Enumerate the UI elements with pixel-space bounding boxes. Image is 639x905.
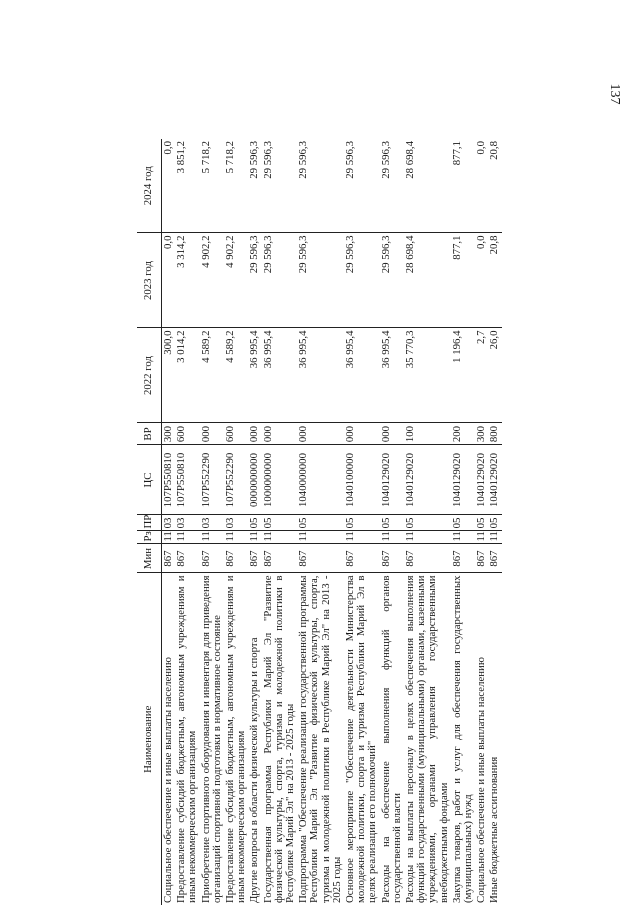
row-rz-cell: 11 <box>488 531 501 544</box>
row-cs-cell: 1040129020 <box>380 445 404 515</box>
row-name-cell: Закупка товаров, работ и услуг для обеспечения государственных (муниципальных) нужд <box>450 575 475 903</box>
table-header-row <box>137 139 162 905</box>
row-vr-cell: 300 <box>475 423 488 445</box>
row-2023-cell: 20,8 <box>488 233 501 328</box>
row-2023-cell: 0,0 <box>475 233 488 328</box>
row-cs-cell: 1040100000 <box>344 445 380 515</box>
row-2022-cell: 26,0 <box>488 328 501 423</box>
row-rz-cell: 11 <box>248 531 261 544</box>
row-2022-cell: 36 995,4 <box>262 328 298 423</box>
row-name-cell: Расходы на выплаты персоналу в целях обеспечения выполнения функций государственными (муниципальными) органами, казенными учреждениями, органами управления государственными внебюджетными фондами <box>404 575 450 903</box>
row-cs-cell: 1040000000 <box>297 445 344 515</box>
row-2024-cell: 20,8 <box>488 139 501 233</box>
row-vr-cell: 000 <box>380 423 404 445</box>
row-rz-cell: 11 <box>380 531 404 544</box>
row-2024-cell: 5 718,2 <box>224 139 248 233</box>
row-cs-cell: 1040129020 <box>475 445 488 515</box>
row-2023-cell: 4 902,2 <box>200 233 224 328</box>
row-pr-cell: 05 <box>380 515 404 531</box>
row-min-cell: 867 <box>380 544 404 573</box>
table-row <box>344 139 380 905</box>
row-rz-cell: 11 <box>297 531 344 544</box>
row-vr-cell: 800 <box>488 423 501 445</box>
row-2022-cell: 36 995,4 <box>297 328 344 423</box>
row-min-cell: 867 <box>262 544 298 573</box>
table-row <box>248 139 261 905</box>
row-2024-cell: 28 698,4 <box>404 139 451 233</box>
row-2024-cell: 877,1 <box>451 139 475 233</box>
table-body <box>162 139 502 905</box>
row-rz-cell: 11 <box>344 531 380 544</box>
table-row <box>175 139 199 905</box>
header-rz: Рз <box>137 531 162 544</box>
budget-table <box>137 139 502 905</box>
table-row <box>162 139 176 905</box>
row-cs-cell: 107P550810 <box>162 445 176 515</box>
row-cs-cell: 107P550810 <box>175 445 199 515</box>
row-2022-cell: 36 995,4 <box>344 328 380 423</box>
row-2022-cell: 4 589,2 <box>224 328 248 423</box>
row-rz-cell: 11 <box>262 531 298 544</box>
row-2024-cell: 29 596,3 <box>344 139 380 233</box>
budget-table-sheet <box>137 139 579 905</box>
table-row <box>224 139 248 905</box>
row-cs-cell: 1040129020 <box>404 445 451 515</box>
row-vr-cell: 600 <box>224 423 248 445</box>
table-row <box>380 139 404 905</box>
row-name-cell: Иные бюджетные ассигнования <box>488 756 501 903</box>
row-2023-cell: 0,0 <box>162 233 176 328</box>
row-2023-cell: 877,1 <box>451 233 475 328</box>
row-pr-cell: 05 <box>297 515 344 531</box>
row-pr-cell: 03 <box>175 515 199 531</box>
header-name: Наименование <box>137 573 162 905</box>
row-2024-cell: 29 596,3 <box>297 139 344 233</box>
row-2023-cell: 29 596,3 <box>262 233 298 328</box>
header-vr: ВР <box>137 423 162 445</box>
row-min-cell: 867 <box>162 544 176 573</box>
row-vr-cell: 100 <box>404 423 451 445</box>
row-vr-cell: 000 <box>344 423 380 445</box>
row-2024-cell: 29 596,3 <box>248 139 261 233</box>
table-row <box>200 139 224 905</box>
row-vr-cell: 000 <box>297 423 344 445</box>
row-2024-cell: 0,0 <box>162 139 176 233</box>
row-2022-cell: 300,0 <box>162 328 176 423</box>
row-2022-cell: 2,7 <box>475 328 488 423</box>
row-vr-cell: 200 <box>451 423 475 445</box>
page-number: 137 <box>607 83 622 105</box>
row-rz-cell: 11 <box>200 531 224 544</box>
row-pr-cell: 05 <box>248 515 261 531</box>
row-name-cell: Приобретение спортивного оборудования и инвентаря для приведения организаций спортивной подготовки в нормативное состояние <box>199 575 223 903</box>
header-pr: ПР <box>137 515 162 531</box>
row-pr-cell: 05 <box>404 515 451 531</box>
row-cs-cell: 1000000000 <box>262 445 298 515</box>
row-min-cell: 867 <box>248 544 261 573</box>
row-pr-cell: 05 <box>451 515 475 531</box>
row-2022-cell: 4 589,2 <box>200 328 224 423</box>
row-cs-cell: 107P552290 <box>224 445 248 515</box>
row-2022-cell: 35 770,3 <box>404 328 451 423</box>
row-pr-cell: 03 <box>162 515 176 531</box>
row-min-cell: 867 <box>344 544 380 573</box>
row-pr-cell: 05 <box>262 515 298 531</box>
row-rz-cell: 11 <box>175 531 199 544</box>
row-2023-cell: 29 596,3 <box>380 233 404 328</box>
row-vr-cell: 000 <box>200 423 224 445</box>
row-vr-cell: 600 <box>175 423 199 445</box>
table-row <box>262 139 298 905</box>
header-2022: 2022 год <box>137 328 162 423</box>
row-2022-cell: 1 196,4 <box>451 328 475 423</box>
table-row <box>475 139 488 905</box>
header-min: Мин <box>137 544 162 573</box>
table-row <box>488 139 501 905</box>
row-name-cell: Подпрограмма "Обеспечение реализации государственной программы Республики Марий Эл "Развитие физической культуры, спорта, туризма и молодежной политики в Республике Марий Эл" на 2013 - 2025 годы <box>297 575 343 903</box>
row-2024-cell: 29 596,3 <box>380 139 404 233</box>
row-2024-cell: 29 596,3 <box>262 139 298 233</box>
row-min-cell: 867 <box>475 544 488 573</box>
row-pr-cell: 05 <box>488 515 501 531</box>
row-2023-cell: 29 596,3 <box>297 233 344 328</box>
header-2023: 2023 год <box>137 233 162 328</box>
row-2023-cell: 29 596,3 <box>344 233 380 328</box>
row-min-cell: 867 <box>200 544 224 573</box>
row-name-cell: Государственная программа Республики Марий Эл "Развитие физической культуры, спорта, туризма и молодежной политики в Республике Марий Эл" на 2013 - 2025 годы <box>261 575 297 903</box>
row-name-cell: Предоставление субсидий бюджетным, автономным учреждениям и иным некоммерческим организациям <box>175 575 199 903</box>
row-2024-cell: 3 851,2 <box>175 139 199 233</box>
row-name-cell: Предоставление субсидий бюджетным, автономным учреждениям и иным некоммерческим организациям <box>224 575 248 903</box>
row-min-cell: 867 <box>297 544 344 573</box>
row-cs-cell: 0000000000 <box>248 445 261 515</box>
row-2024-cell: 5 718,2 <box>200 139 224 233</box>
row-pr-cell: 03 <box>200 515 224 531</box>
row-name-cell: Социальное обеспечение и иные выплаты населению <box>162 657 174 903</box>
row-min-cell: 867 <box>451 544 475 573</box>
row-vr-cell: 000 <box>262 423 298 445</box>
row-min-cell: 867 <box>404 544 451 573</box>
row-cs-cell: 107P552290 <box>200 445 224 515</box>
row-rz-cell: 11 <box>475 531 488 544</box>
table-row <box>297 139 344 905</box>
row-pr-cell: 05 <box>344 515 380 531</box>
row-name-cell: Расходы на обеспечение выполнения функций органов государственной власти <box>379 575 403 903</box>
row-2024-cell: 0,0 <box>475 139 488 233</box>
row-name-cell: Основное мероприятие "Обеспечение деятельности Министерства молодежной политики, спорта и туризма Республики Марий Эл в целях реализации его полномочий" <box>344 575 379 903</box>
row-name-cell: Другие вопросы в области физической культуры и спорта <box>248 637 261 903</box>
row-2022-cell: 3 014,2 <box>175 328 199 423</box>
row-2022-cell: 36 995,4 <box>380 328 404 423</box>
header-cs: ЦС <box>137 445 162 515</box>
row-vr-cell: 000 <box>248 423 261 445</box>
row-rz-cell: 11 <box>451 531 475 544</box>
row-cs-cell: 1040129020 <box>488 445 501 515</box>
row-rz-cell: 11 <box>162 531 176 544</box>
row-2023-cell: 28 698,4 <box>404 233 451 328</box>
row-2022-cell: 36 995,4 <box>248 328 261 423</box>
row-2023-cell: 4 902,2 <box>224 233 248 328</box>
row-name-cell: Социальное обеспечение и иные выплаты населению <box>475 657 488 903</box>
row-rz-cell: 11 <box>404 531 451 544</box>
row-min-cell: 867 <box>488 544 501 573</box>
row-2023-cell: 3 314,2 <box>175 233 199 328</box>
row-pr-cell: 05 <box>475 515 488 531</box>
table-row <box>451 139 475 905</box>
row-min-cell: 867 <box>224 544 248 573</box>
row-cs-cell: 1040129020 <box>451 445 475 515</box>
row-pr-cell: 03 <box>224 515 248 531</box>
row-vr-cell: 300 <box>162 423 176 445</box>
row-min-cell: 867 <box>175 544 199 573</box>
table-row <box>404 139 451 905</box>
row-rz-cell: 11 <box>224 531 248 544</box>
header-2024: 2024 год <box>137 139 162 233</box>
row-2023-cell: 29 596,3 <box>248 233 261 328</box>
